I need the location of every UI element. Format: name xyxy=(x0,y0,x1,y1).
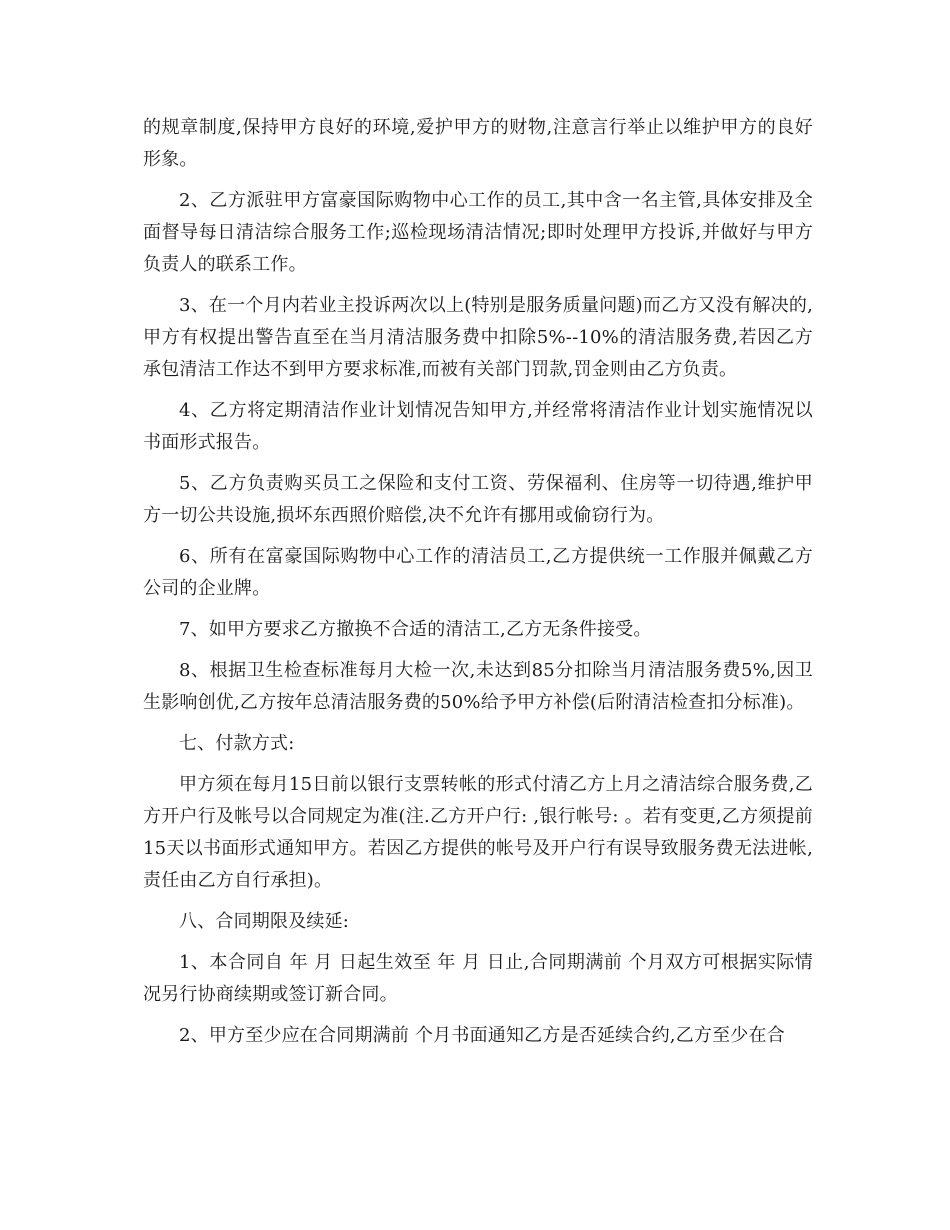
paragraph-term-1: 1、本合同自 年 月 日起生效至 年 月 日止,合同期满前 个月双方可根据实际情况另行协商续期或签订新合同。 xyxy=(143,952,813,1005)
paragraph-clause-5: 5、乙方负责购买员工之保险和支付工资、劳保福利、住房等一切待遇,维护甲方一切公共设施,损坏东西照价赔偿,决不允许有挪用或偷窃行为。 xyxy=(143,473,813,526)
paragraph-clause-7: 7、如甲方要求乙方撤换不合适的清洁工,乙方无条件接受。 xyxy=(179,619,652,640)
paragraph-clause-2: 2、乙方派驻甲方富豪国际购物中心工作的员工,其中含一名主管,具体安排及全面督导每日清洁综合服务工作;巡检现场清洁情况;即时处理甲方投诉,并做好与甲方负责人的联系工作。 xyxy=(143,190,813,275)
paragraph-clause-4: 4、乙方将定期清洁作业计划情况告知甲方,并经常将清洁作业计划实施情况以书面形式报告。 xyxy=(143,400,813,453)
section-heading-payment: 七、付款方式: xyxy=(179,733,295,754)
paragraph-continuation: 的规章制度,保持甲方良好的环境,爱护甲方的财物,注意言行举止以维护甲方的良好形象。 xyxy=(143,117,813,170)
paragraph-clause-8: 8、根据卫生检查标准每月大检一次,未达到85分扣除当月清洁服务费5%,因卫生影响创优,乙方按年总清洁服务费的50%给予甲方补偿(后附清洁检查扣分标准)。 xyxy=(143,660,813,713)
paragraph-term-2: 2、甲方至少应在合同期满前 个月书面通知乙方是否延续合约,乙方至少在合 xyxy=(179,1025,785,1046)
section-heading-term-renewal: 八、合同期限及续延: xyxy=(179,911,350,932)
paragraph-clause-3: 3、在一个月内若业主投诉两次以上(特别是服务质量问题)而乙方又没有解决的,甲方有权提出警告直至在当月清洁服务费中扣除5%--10%的清洁服务费,若因乙方承包清洁工作达不到甲方要求标准,而被有关部门罚款,罚金则由乙方负责。 xyxy=(143,295,813,380)
paragraph-payment-terms: 甲方须在每月15日前以银行支票转帐的形式付清乙方上月之清洁综合服务费,乙方开户行及帐号以合同规定为准(注.乙方开户行: ,银行帐号: 。若有变更,乙方须提前15天以书面形式通知甲方。若因乙方提供的帐号及开户行有误导致服务费无法进帐,责任由乙方自行承担)。 xyxy=(143,774,813,891)
document-body xyxy=(143,112,813,1061)
paragraph-clause-6: 6、所有在富豪国际购物中心工作的清洁员工,乙方提供统一工作服并佩戴乙方公司的企业牌。 xyxy=(143,546,813,599)
